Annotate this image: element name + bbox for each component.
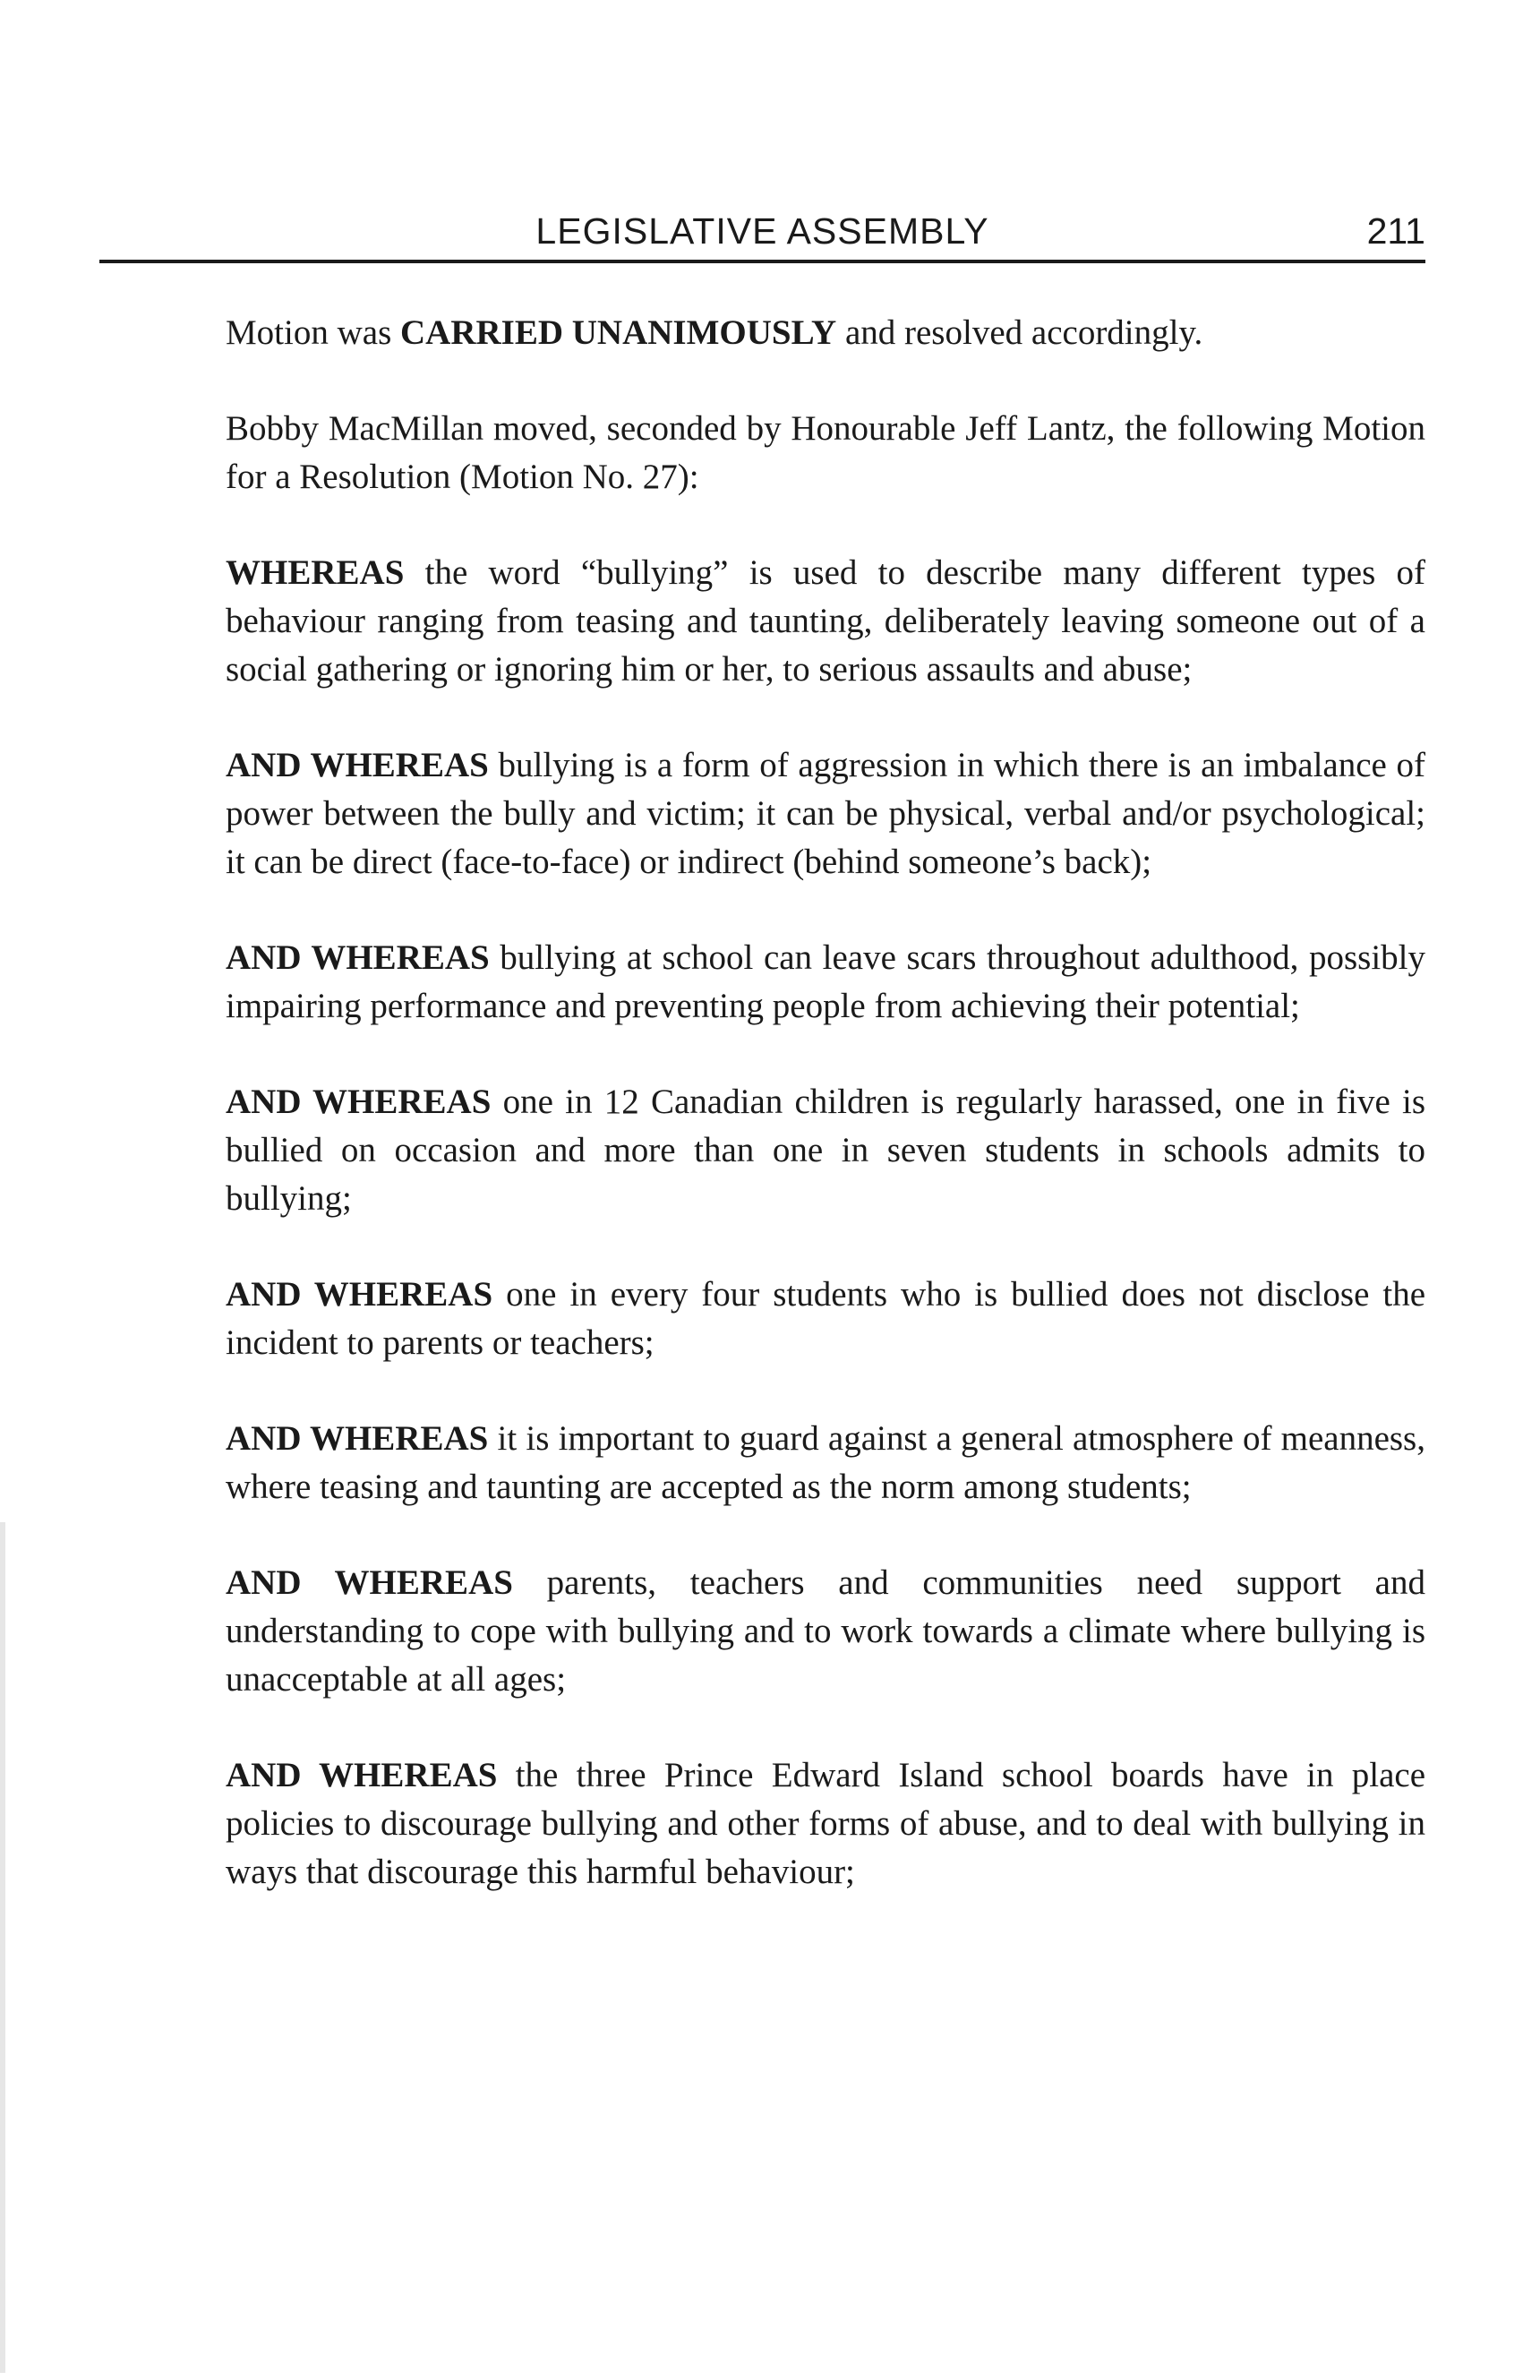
whereas-keyword: AND WHEREAS — [226, 1756, 498, 1794]
scan-edge-shadow — [0, 1522, 5, 2373]
whereas-keyword: WHEREAS — [226, 553, 405, 592]
paragraph-whereas-7 — [226, 1559, 1425, 1704]
paragraph-whereas-8 — [226, 1751, 1425, 1896]
paragraph-whereas-2 — [226, 741, 1425, 886]
page-number: 211 — [1366, 210, 1425, 252]
paragraph-whereas-5 — [226, 1271, 1425, 1367]
paragraph-text: Motion was — [226, 313, 400, 352]
paragraph-text: parents, teachers and communities need support and understanding to cope with bullying and to work towards a climate where bullying is unacceptable at all ages; — [226, 1563, 1425, 1699]
paragraph-text: it is important to guard against a general atmosphere of meanness, where teasing and taunting are accepted as the norm among students; — [226, 1419, 1425, 1506]
paragraph-whereas-3 — [226, 934, 1425, 1031]
whereas-keyword: AND WHEREAS — [226, 938, 490, 977]
paragraph-text: Bobby MacMillan moved, seconded by Honourable Jeff Lantz, the following Motion for a Resolution (Motion No. 27): — [226, 409, 1425, 496]
paragraph-text: bullying is a form of aggression in which there is an imbalance of power between the bully and victim; it can be physical, verbal and/or psychological; it can be direct (face-to-face) or indirect (behind someone’s back); — [226, 746, 1426, 881]
body-text — [226, 309, 1425, 1944]
paragraph-text: one in every four students who is bullied does not disclose the incident to parents or teachers; — [226, 1275, 1426, 1362]
running-head — [99, 197, 1425, 260]
paragraph-motion-result — [226, 309, 1425, 357]
paragraph-text: the three Prince Edward Island school boards have in place policies to discourage bullying and other forms of abuse, and to deal with bullying in ways that discourage this harmful behaviour; — [226, 1756, 1426, 1891]
paragraph-text: the word “bullying” is used to describe many different types of behaviour ranging from teasing and taunting, deliberately leaving someone out of a social gathering or ignoring him or her, to serious assaults and abuse; — [226, 553, 1425, 689]
header-rule — [99, 260, 1425, 263]
paragraph-whereas-1 — [226, 549, 1425, 694]
paragraph-text: one in 12 Canadian children is regularly harassed, one in five is bullied on occasion and more than one in seven students in schools admits to bullying; — [226, 1083, 1425, 1218]
paragraph-text: bullying at school can leave scars throughout adulthood, possibly impairing performance and preventing people from achieving their potential; — [226, 938, 1425, 1025]
paragraph-motion-intro — [226, 405, 1425, 501]
running-head-title: LEGISLATIVE ASSEMBLY — [535, 210, 989, 252]
paragraph-text: and resolved accordingly. — [836, 313, 1203, 352]
whereas-keyword: AND WHEREAS — [226, 1419, 489, 1458]
whereas-keyword: AND WHEREAS — [226, 746, 489, 784]
paragraph-whereas-4 — [226, 1078, 1425, 1223]
paragraph-whereas-6 — [226, 1415, 1425, 1511]
whereas-keyword: AND WHEREAS — [226, 1083, 492, 1121]
whereas-keyword: AND WHEREAS — [226, 1275, 493, 1314]
whereas-keyword: AND WHEREAS — [226, 1563, 513, 1602]
bold-term: CARRIED UNANIMOUSLY — [400, 313, 837, 352]
